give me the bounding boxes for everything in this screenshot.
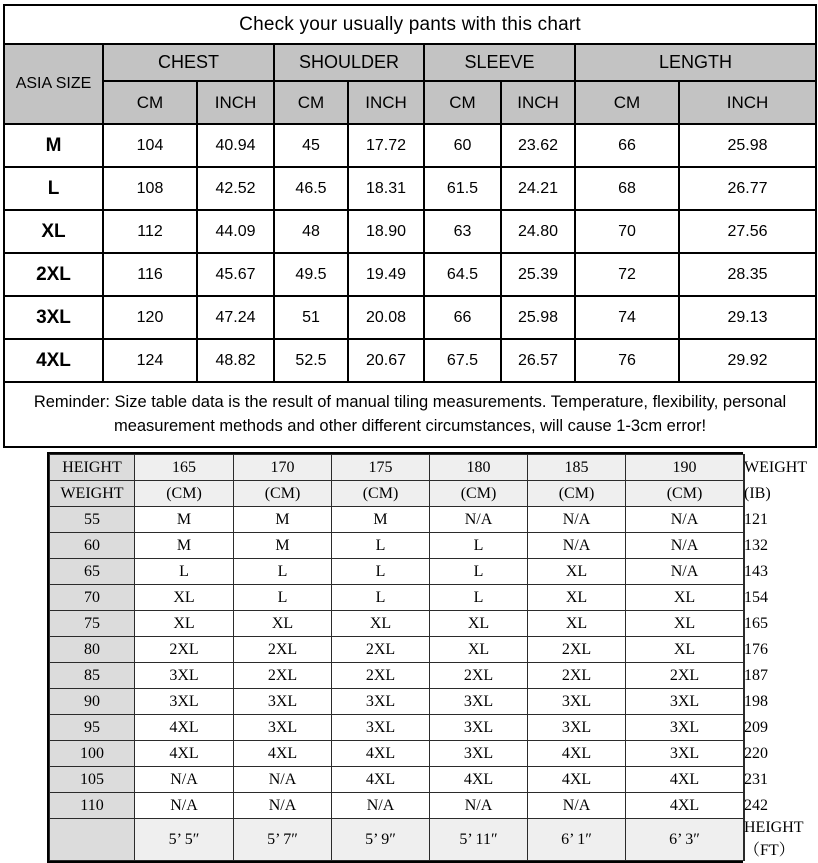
cell-size: 3XL bbox=[528, 689, 626, 715]
height-weight-table-container bbox=[47, 452, 808, 863]
weight-column-header: WEIGHT bbox=[744, 455, 745, 481]
size-chart-table-container bbox=[3, 4, 815, 448]
table-row bbox=[50, 715, 745, 741]
cell-size: N/A bbox=[626, 533, 744, 559]
size-chart-table bbox=[3, 4, 817, 448]
cell-chest-cm: 108 bbox=[103, 167, 197, 210]
cell-size: M bbox=[234, 533, 332, 559]
cell-chest-inch: 42.52 bbox=[197, 167, 274, 210]
unit-header-chest-cm: CM bbox=[103, 81, 197, 124]
cell-length-cm: 66 bbox=[575, 124, 679, 167]
cell-size: 3XL bbox=[234, 689, 332, 715]
cell-size: N/A bbox=[626, 507, 744, 533]
cell-size: 4XL bbox=[332, 741, 430, 767]
cell-size: L bbox=[430, 533, 528, 559]
cell-chest-cm: 116 bbox=[103, 253, 197, 296]
cell-chest-inch: 47.24 bbox=[197, 296, 274, 339]
cell-size: M bbox=[332, 507, 430, 533]
cell-sleeve-cm: 60 bbox=[424, 124, 501, 167]
row-weight-kg: 85 bbox=[50, 663, 135, 689]
size-label: XL bbox=[4, 210, 103, 253]
table-row bbox=[50, 689, 745, 715]
cell-size: XL bbox=[626, 611, 744, 637]
height-unit-175: (CM) bbox=[332, 481, 430, 507]
height-header-175: 175 bbox=[332, 455, 430, 481]
cell-size: N/A bbox=[528, 793, 626, 819]
table-row bbox=[4, 253, 816, 296]
cell-size: L bbox=[430, 585, 528, 611]
size-label: 4XL bbox=[4, 339, 103, 382]
group-header-chest: CHEST bbox=[103, 44, 274, 81]
size-label: 2XL bbox=[4, 253, 103, 296]
cell-shoulder-cm: 45 bbox=[274, 124, 348, 167]
cell-sleeve-cm: 63 bbox=[424, 210, 501, 253]
cell-size: L bbox=[135, 559, 234, 585]
page-title: Check your usually pants with this chart bbox=[4, 5, 816, 44]
cell-sleeve-inch: 25.39 bbox=[501, 253, 575, 296]
cell-size: 4XL bbox=[332, 767, 430, 793]
row-weight-kg: 100 bbox=[50, 741, 135, 767]
cell-shoulder-cm: 49.5 bbox=[274, 253, 348, 296]
feet-value-165: 5’ 5″ bbox=[135, 819, 234, 861]
cell-shoulder-inch: 20.08 bbox=[348, 296, 424, 339]
cell-size: N/A bbox=[528, 533, 626, 559]
cell-size: 2XL bbox=[626, 663, 744, 689]
height-unit-190: (CM) bbox=[626, 481, 744, 507]
row-weight-lb: 209 bbox=[744, 715, 745, 741]
cell-sleeve-inch: 24.21 bbox=[501, 167, 575, 210]
footer-empty-cell bbox=[50, 819, 135, 861]
height-header-190: 190 bbox=[626, 455, 744, 481]
cell-size: 2XL bbox=[234, 637, 332, 663]
cell-size: 3XL bbox=[626, 715, 744, 741]
cell-length-inch: 28.35 bbox=[679, 253, 816, 296]
row-weight-lb: 143 bbox=[744, 559, 745, 585]
row-weight-kg: 80 bbox=[50, 637, 135, 663]
cell-size: XL bbox=[430, 611, 528, 637]
row-weight-kg: 60 bbox=[50, 533, 135, 559]
size-label: M bbox=[4, 124, 103, 167]
group-header-row bbox=[4, 44, 816, 81]
cell-size: N/A bbox=[234, 767, 332, 793]
cell-sleeve-inch: 23.62 bbox=[501, 124, 575, 167]
group-header-length: LENGTH bbox=[575, 44, 816, 81]
cell-size: 2XL bbox=[528, 663, 626, 689]
cell-size: N/A bbox=[135, 767, 234, 793]
size-label: 3XL bbox=[4, 296, 103, 339]
unit-header-sleeve-cm: CM bbox=[424, 81, 501, 124]
row-weight-kg: 110 bbox=[50, 793, 135, 819]
hw-header-row-top bbox=[50, 455, 745, 481]
cell-size: 3XL bbox=[332, 715, 430, 741]
cell-size: M bbox=[135, 507, 234, 533]
cell-shoulder-cm: 51 bbox=[274, 296, 348, 339]
unit-header-shoulder-cm: CM bbox=[274, 81, 348, 124]
row-weight-kg: 70 bbox=[50, 585, 135, 611]
cell-sleeve-inch: 26.57 bbox=[501, 339, 575, 382]
cell-length-cm: 68 bbox=[575, 167, 679, 210]
table-row bbox=[50, 533, 745, 559]
height-unit-165: (CM) bbox=[135, 481, 234, 507]
hw-footer-row bbox=[50, 819, 745, 861]
cell-size: 2XL bbox=[234, 663, 332, 689]
cell-sleeve-cm: 66 bbox=[424, 296, 501, 339]
cell-size: L bbox=[234, 585, 332, 611]
cell-length-inch: 25.98 bbox=[679, 124, 816, 167]
table-row bbox=[50, 741, 745, 767]
row-weight-lb: 176 bbox=[744, 637, 745, 663]
row-weight-lb: 121 bbox=[744, 507, 745, 533]
feet-value-185: 6’ 1″ bbox=[528, 819, 626, 861]
size-label: L bbox=[4, 167, 103, 210]
cell-size: 4XL bbox=[430, 767, 528, 793]
unit-header-shoulder-inch: INCH bbox=[348, 81, 424, 124]
cell-length-cm: 72 bbox=[575, 253, 679, 296]
cell-size: 4XL bbox=[135, 715, 234, 741]
cell-size: 3XL bbox=[332, 689, 430, 715]
cell-shoulder-inch: 18.31 bbox=[348, 167, 424, 210]
reminder-note: Reminder: Size table data is the result of manual tiling measurements. Temperature, flexibility, personal measurement methods and other different circumstances, will cause 1-3cm error! bbox=[4, 382, 816, 447]
height-weight-table bbox=[49, 454, 808, 861]
unit-header-length-cm: CM bbox=[575, 81, 679, 124]
footer-height-ft-label: HEIGHT（FT） bbox=[744, 819, 804, 859]
table-row bbox=[4, 124, 816, 167]
group-header-shoulder: SHOULDER bbox=[274, 44, 424, 81]
table-row bbox=[50, 793, 745, 819]
height-unit-180: (CM) bbox=[430, 481, 528, 507]
cell-shoulder-cm: 48 bbox=[274, 210, 348, 253]
cell-size: XL bbox=[626, 637, 744, 663]
corner-header-weight: WEIGHT bbox=[50, 481, 135, 507]
cell-length-cm: 76 bbox=[575, 339, 679, 382]
cell-size: XL bbox=[626, 585, 744, 611]
cell-size: 4XL bbox=[528, 741, 626, 767]
cell-size: XL bbox=[528, 585, 626, 611]
cell-shoulder-cm: 46.5 bbox=[274, 167, 348, 210]
cell-size: 4XL bbox=[626, 793, 744, 819]
cell-sleeve-cm: 64.5 bbox=[424, 253, 501, 296]
cell-shoulder-cm: 52.5 bbox=[274, 339, 348, 382]
table-row bbox=[4, 339, 816, 382]
table-row bbox=[4, 167, 816, 210]
cell-shoulder-inch: 17.72 bbox=[348, 124, 424, 167]
unit-header-sleeve-inch: INCH bbox=[501, 81, 575, 124]
cell-size: L bbox=[332, 533, 430, 559]
table-row bbox=[4, 210, 816, 253]
cell-size: 3XL bbox=[626, 741, 744, 767]
row-weight-lb: 154 bbox=[744, 585, 745, 611]
group-header-sleeve: SLEEVE bbox=[424, 44, 575, 81]
cell-size: XL bbox=[528, 559, 626, 585]
cell-size: N/A bbox=[135, 793, 234, 819]
cell-chest-inch: 45.67 bbox=[197, 253, 274, 296]
cell-size: 3XL bbox=[234, 715, 332, 741]
feet-value-190: 6’ 3″ bbox=[626, 819, 744, 861]
cell-length-cm: 70 bbox=[575, 210, 679, 253]
row-weight-kg: 105 bbox=[50, 767, 135, 793]
column-header-asia-size: ASIA SIZE bbox=[4, 44, 103, 124]
cell-length-inch: 27.56 bbox=[679, 210, 816, 253]
cell-size: 3XL bbox=[430, 689, 528, 715]
cell-chest-inch: 40.94 bbox=[197, 124, 274, 167]
cell-size: XL bbox=[135, 611, 234, 637]
cell-size: L bbox=[234, 559, 332, 585]
cell-size: N/A bbox=[626, 559, 744, 585]
row-weight-lb: 198 bbox=[744, 689, 745, 715]
cell-size: N/A bbox=[234, 793, 332, 819]
cell-chest-cm: 120 bbox=[103, 296, 197, 339]
cell-size: 4XL bbox=[626, 767, 744, 793]
chart-title-row bbox=[4, 5, 816, 44]
unit-header-row bbox=[4, 81, 816, 124]
table-row bbox=[50, 767, 745, 793]
cell-sleeve-inch: 24.80 bbox=[501, 210, 575, 253]
cell-size: 2XL bbox=[528, 637, 626, 663]
table-row bbox=[4, 296, 816, 339]
table-row bbox=[50, 585, 745, 611]
cell-size: 3XL bbox=[430, 715, 528, 741]
cell-sleeve-inch: 25.98 bbox=[501, 296, 575, 339]
cell-size: 4XL bbox=[234, 741, 332, 767]
cell-shoulder-inch: 20.67 bbox=[348, 339, 424, 382]
cell-shoulder-inch: 18.90 bbox=[348, 210, 424, 253]
reminder-row bbox=[4, 382, 816, 447]
row-weight-kg: 65 bbox=[50, 559, 135, 585]
cell-shoulder-inch: 19.49 bbox=[348, 253, 424, 296]
row-weight-lb: 220 bbox=[744, 741, 745, 767]
cell-size: N/A bbox=[332, 793, 430, 819]
row-weight-lb: 132 bbox=[744, 533, 745, 559]
cell-size: 2XL bbox=[430, 663, 528, 689]
cell-size: N/A bbox=[528, 507, 626, 533]
table-row bbox=[50, 507, 745, 533]
height-header-180: 180 bbox=[430, 455, 528, 481]
cell-chest-cm: 112 bbox=[103, 210, 197, 253]
cell-size: XL bbox=[430, 637, 528, 663]
cell-size: 2XL bbox=[135, 637, 234, 663]
cell-size: 4XL bbox=[135, 741, 234, 767]
cell-length-inch: 29.92 bbox=[679, 339, 816, 382]
cell-size: L bbox=[332, 559, 430, 585]
row-weight-kg: 95 bbox=[50, 715, 135, 741]
height-header-170: 170 bbox=[234, 455, 332, 481]
height-header-185: 185 bbox=[528, 455, 626, 481]
row-weight-lb: 231 bbox=[744, 767, 745, 793]
cell-sleeve-cm: 67.5 bbox=[424, 339, 501, 382]
cell-chest-cm: 104 bbox=[103, 124, 197, 167]
row-weight-kg: 55 bbox=[50, 507, 135, 533]
cell-size: N/A bbox=[430, 793, 528, 819]
row-weight-kg: 90 bbox=[50, 689, 135, 715]
height-header-165: 165 bbox=[135, 455, 234, 481]
cell-size: L bbox=[430, 559, 528, 585]
table-row bbox=[50, 611, 745, 637]
weight-unit-header: (IB) bbox=[744, 481, 745, 507]
cell-length-cm: 74 bbox=[575, 296, 679, 339]
cell-length-inch: 29.13 bbox=[679, 296, 816, 339]
table-row bbox=[50, 663, 745, 689]
cell-size: XL bbox=[135, 585, 234, 611]
cell-size: M bbox=[135, 533, 234, 559]
unit-header-length-inch: INCH bbox=[679, 81, 816, 124]
height-weight-table-border bbox=[47, 452, 808, 863]
row-weight-lb: 165 bbox=[744, 611, 745, 637]
corner-header-height: HEIGHT bbox=[50, 455, 135, 481]
cell-size: 2XL bbox=[332, 637, 430, 663]
cell-size: 3XL bbox=[626, 689, 744, 715]
height-unit-185: (CM) bbox=[528, 481, 626, 507]
feet-value-175: 5’ 9″ bbox=[332, 819, 430, 861]
table-row bbox=[50, 559, 745, 585]
cell-size: 2XL bbox=[332, 663, 430, 689]
hw-header-row-bottom bbox=[50, 481, 745, 507]
cell-sleeve-cm: 61.5 bbox=[424, 167, 501, 210]
cell-chest-cm: 124 bbox=[103, 339, 197, 382]
feet-value-170: 5’ 7″ bbox=[234, 819, 332, 861]
unit-header-chest-inch: INCH bbox=[197, 81, 274, 124]
cell-length-inch: 26.77 bbox=[679, 167, 816, 210]
cell-size: XL bbox=[234, 611, 332, 637]
cell-chest-inch: 44.09 bbox=[197, 210, 274, 253]
cell-size: 3XL bbox=[135, 663, 234, 689]
row-weight-lb: 187 bbox=[744, 663, 745, 689]
cell-chest-inch: 48.82 bbox=[197, 339, 274, 382]
cell-size: XL bbox=[332, 611, 430, 637]
cell-size: 3XL bbox=[430, 741, 528, 767]
feet-value-180: 5’ 11″ bbox=[430, 819, 528, 861]
cell-size: N/A bbox=[430, 507, 528, 533]
height-unit-170: (CM) bbox=[234, 481, 332, 507]
table-row bbox=[50, 637, 745, 663]
cell-size: 3XL bbox=[528, 715, 626, 741]
cell-size: M bbox=[234, 507, 332, 533]
cell-size: 3XL bbox=[135, 689, 234, 715]
cell-size: XL bbox=[528, 611, 626, 637]
row-weight-lb: 242 bbox=[744, 793, 745, 819]
cell-size: 4XL bbox=[528, 767, 626, 793]
row-weight-kg: 75 bbox=[50, 611, 135, 637]
cell-size: L bbox=[332, 585, 430, 611]
